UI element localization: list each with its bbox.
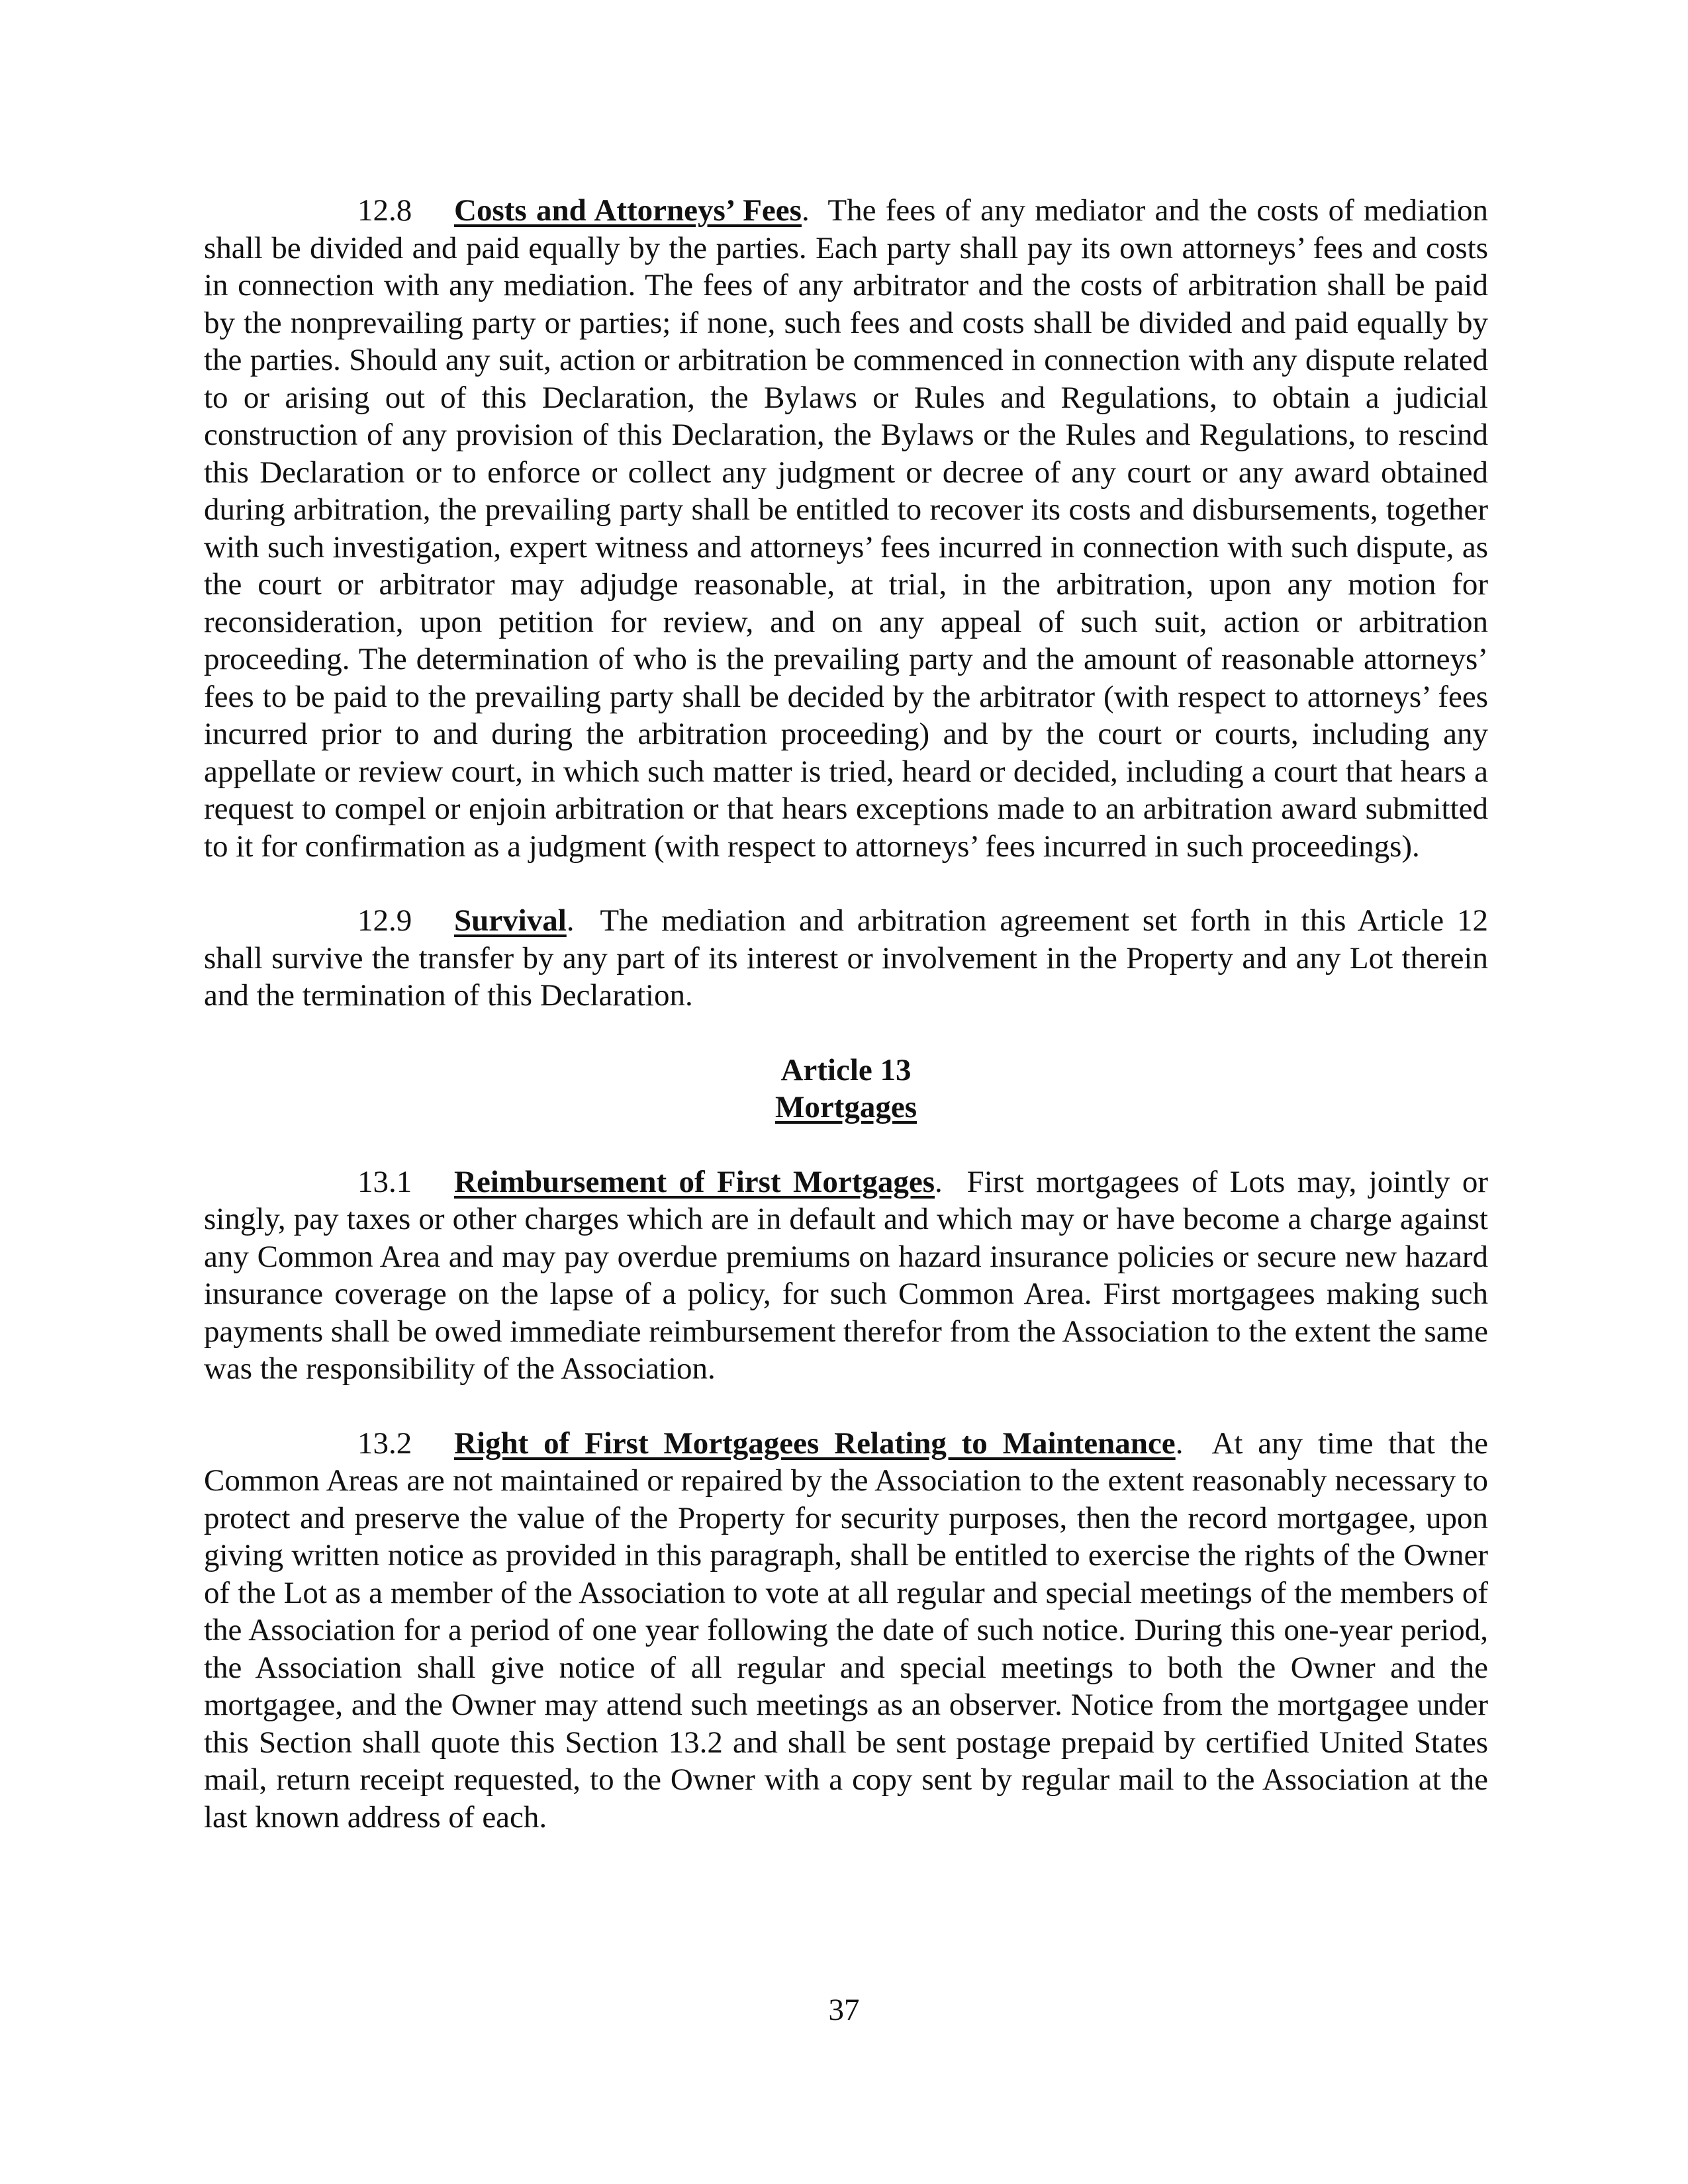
page-number: 37 (828, 1993, 860, 2027)
section-13-1: 13.1 Reimbursement of First Mortgages. First mortgagees of Lots may, jointly or singly, pay taxes or other charges which are in default and which may or have become a charge against any Common Area and may pay overdue premiums on hazard insurance policies or secure new hazard insurance coverage on the lapse of a policy, for such Common Area. First mortgagees making such payments shall be owed immediate reimbursement therefor from the Association to the extent the same was the responsibility of the Association. (204, 1164, 1489, 1386)
section-12-8: 12.8 Costs and Attorneys’ Fees. The fees of any mediator and the costs of mediation shall be divided and paid equally by the parties. Each party shall pay its own attorneys’ fees and costs in connection with any mediation. The fees of any arbitrator and the costs of arbitration shall be paid by the nonprevailing party or parties; if none, such fees and costs shall be divided and paid equally by the parties. Should any suit, action or arbitration be commenced in connection with any dispute related to or arising out of this Declaration, the Bylaws or Rules and Regulations, to obtain a judicial construction of any provision of this Declaration, the Bylaws or the Rules and Regulations, to rescind this Declaration or to enforce or collect any judgment or decree of any court or any award obtained during arbitration, the prevailing party shall be entitled to recover its costs and disbursements, together with such investigation, expert witness and attorneys’ fees incurred in connection with such dispute, as the court or arbitrator may adjudge reasonable, at trial, in the arbitration, upon any motion for reconsideration, upon petition for review, and on any appeal of such suit, action or arbitration proceeding. The determination of who is the prevailing party and the amount of reasonable attorneys’ fees to be paid to the prevailing party shall be decided by the arbitrator (with respect to attorneys’ fees incurred prior to and during the arbitration proceeding) and by the court or courts, including any appellate or review court, in which such matter is tried, heard or decided, including a court that hears a request to compel or enjoin arbitration or that hears exceptions made to an arbitration award submitted to it for confirmation as a judgment (with respect to attorneys’ fees incurred in such proceedings). (204, 193, 1489, 864)
section-number: 12.8 (357, 193, 412, 228)
section-body: First mortgagees of Lots may, jointly or singly, pay taxes or other charges which are in default and which may or have become a charge against any Common Area and may pay overdue premiums on hazard insurance policies or secure new hazard insurance coverage on the lapse of a policy, for such Common Area. First mortgagees making such payments shall be owed immediate reimbursement therefor from the Association to the extent the same was the responsibility of the Association. (204, 1164, 1489, 1386)
section-13-2: 13.2 Right of First Mortgagees Relating to Maintenance. At any time that the Common Areas are not maintained or repaired by the Association to the extent reasonably necessary to protect and preserve the value of the Property for security purposes, then the record mortgagee, upon giving written notice as provided in this paragraph, shall be entitled to exercise the rights of the Owner of the Lot as a member of the Association to vote at all regular and special meetings of the members of the Association for a period of one year following the date of such notice. During this one-year period, the Association shall give notice of all regular and special meetings to both the Owner and the mortgagee, and the Owner may attend such meetings as an observer. Notice from the mortgagee under this Section shall quote this Section 13.2 and shall be sent postage prepaid by certified United States mail, return receipt requested, to the Owner with a copy sent by regular mail to the Association at the last known address of each. (204, 1426, 1488, 1835)
section-title: Reimbursement of First Mortgages (454, 1164, 935, 1199)
section-number: 12.9 (357, 903, 412, 938)
section-body: The fees of any mediator and the costs of mediation shall be divided and paid equally by the parties. Each party shall pay its own attorneys’ fees and costs in connection with any mediation. The fees of any arbitrator and the costs of arbitration shall be paid by the nonprevailing party or parties; if none, such fees and costs shall be divided and paid equally by the parties. Should any suit, action or arbitration be commenced in connection with any dispute related to or arising out of this Declaration, the Bylaws or Rules and Regulations, to obtain a judicial construction of any provision of this Declaration, the Bylaws or the Rules and Regulations, to rescind this Declaration or to enforce or collect any judgment or decree of any court or any award obtained during arbitration, the prevailing party shall be entitled to recover its costs and disbursements, together with such investigation, expert witness and attorneys’ fees incurred in connection with such dispute, as the court or arbitrator may adjudge reasonable, at trial, in the arbitration, upon any motion for reconsideration, upon petition for review, and on any appeal of such suit, action or arbitration proceeding. The determination of who is the prevailing party and the amount of reasonable attorneys’ fees to be paid to the prevailing party shall be decided by the arbitrator (with respect to attorneys’ fees incurred prior to and during the arbitration proceeding) and by the court or courts, including any appellate or review court, in which such matter is tried, heard or decided, including a court that hears a request to compel or enjoin arbitration or that hears exceptions made to an arbitration award submitted to it for confirmation as a judgment (with respect to attorneys’ fees incurred in such proceedings). (204, 193, 1489, 864)
article-number: Article 13 (780, 1052, 912, 1087)
section-12-9: 12.9 Survival. The mediation and arbitration agreement set forth in this Article 12 shall survive the transfer by any part of its interest or involvement in the Property and any Lot therein and the termination of this Declaration. (204, 903, 1488, 1013)
section-title: Right of First Mortgagees Relating to Maintenance (454, 1426, 1176, 1461)
document-page (204, 192, 1488, 1836)
section-body: At any time that the Common Areas are not maintained or repaired by the Association to the extent reasonably necessary to protect and preserve the value of the Property for security purposes, then the record mortgagee, upon giving written notice as provided in this paragraph, shall be entitled to exercise the rights of the Owner of the Lot as a member of the Association to vote at all regular and special meetings of the members of the Association for a period of one year following the date of such notice. During this one-year period, the Association shall give notice of all regular and special meetings to both the Owner and the mortgagee, and the Owner may attend such meetings as an observer. Notice from the mortgagee under this Section shall quote this Section 13.2 and shall be sent postage prepaid by certified United States mail, return receipt requested, to the Owner with a copy sent by regular mail to the Association at the last known address of each. (204, 1426, 1488, 1835)
article-title: Mortgages (774, 1090, 917, 1124)
section-number: 13.1 (357, 1164, 412, 1199)
section-body: The mediation and arbitration agreement set forth in this Article 12 shall survive the transfer by any part of its interest or involvement in the Property and any Lot therein and the termination of this Declaration. (204, 903, 1488, 1013)
section-number: 13.2 (357, 1426, 412, 1461)
article-heading (204, 1052, 1488, 1126)
section-title: Costs and Attorneys’ Fees (454, 193, 802, 228)
section-title: Survival (454, 903, 567, 938)
